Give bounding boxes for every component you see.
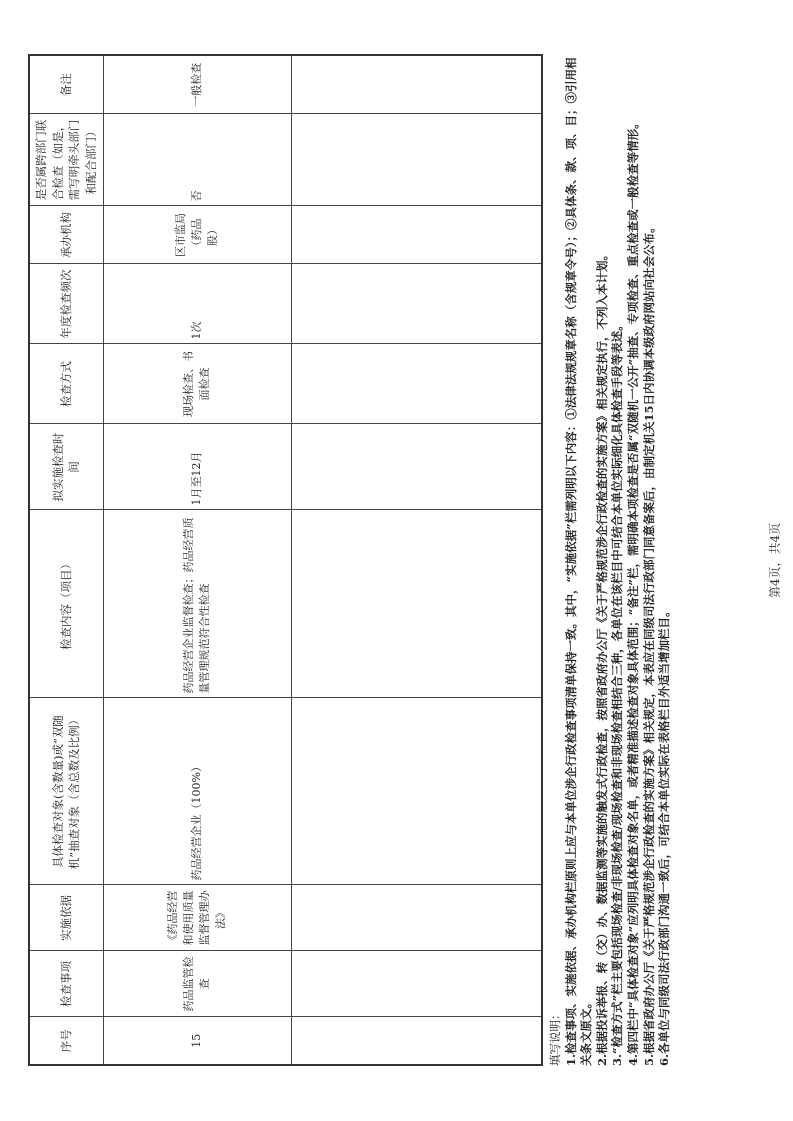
notes-line-1: 1.检查事项、实施依据、承办机构栏原则上应与本单位涉企行政检查事项清单保持一致。其中，“实施依据”栏需列明以下内容：①法律法规规章名称（含规章令号）；②具体条、款、项、目；③引用相关条文原文。: [563, 57, 594, 1066]
notes-line-2: 2.根据投诉举报、转（交）办、数据监测等实施的触发式行政检查，按照省政府办公厅《关于严格规范涉企行政检查的实施方案》相关规定执行，不列入本计划。: [594, 249, 609, 1066]
empty-cell: [291, 424, 542, 510]
empty-cell: [291, 1017, 542, 1065]
notes-line-5: 5.根据省政府办公厅《关于严格规范涉企行政检查的实施方案》相关规定，本表应在同级司法行政部门同意备案后，由制定机关15日内协调本级政府网站向社会公布。: [641, 221, 656, 1066]
filling-instructions: [548, 56, 673, 1066]
empty-cell: [291, 510, 542, 698]
cell-org: 区市监局（药品股）: [103, 206, 291, 264]
header-joint: 是否属跨部门联合检查（如是，需写明牵头部门和配合部门）: [29, 114, 103, 206]
header-seq: 序号: [29, 1017, 103, 1065]
cell-seq: 15: [103, 1017, 291, 1065]
table-header-row: [29, 55, 103, 1065]
header-item: 检查事项: [29, 951, 103, 1017]
empty-cell: [291, 114, 542, 206]
table-row-empty: [291, 55, 542, 1065]
empty-cell: [291, 55, 542, 114]
header-frequency: 年度检查频次: [29, 264, 103, 344]
notes-line-3: 3.“检查方式”栏主要包括现场检查/非现场检查/现场检查和非现场检查相结合三种，各单位在该栏目中可结合本单位实际细化具体检查手段等表述。: [610, 319, 625, 1066]
cell-item: 药品监管检查: [103, 951, 291, 1017]
cell-time: 1月至12月: [103, 424, 291, 510]
cell-joint: 否: [103, 114, 291, 206]
notes-line-4: 4.第四栏中“具体检查对象”应列明具体检查对象名单，或者精准描述检查对象具体范围；“备注”栏，需明确本项检查是否属“双随机一公开”抽查、专项检查、重点检查或一般检查等情形。: [625, 117, 640, 1066]
header-method: 检查方式: [29, 344, 103, 424]
empty-cell: [291, 264, 542, 344]
table-row: [103, 55, 291, 1065]
header-content: 检查内容（项目）: [29, 510, 103, 698]
notes-line-6: 6.各单位与同级司法行政部门沟通一致后，可结合本单位实际在表格栏目外适当增加栏目。: [657, 605, 672, 1066]
header-time: 拟实施检查时间: [29, 424, 103, 510]
cell-content: 药品经营企业监督检查；药品经营质量管理规范符合性检查: [103, 510, 291, 698]
header-target: 具体检查对象(含数量)或“双随机”抽查对象（含总数及比例）: [29, 698, 103, 885]
cell-remark: 一般检查: [103, 55, 291, 114]
inspection-plan-table: [28, 54, 543, 1066]
cell-method: 现场检查、书面检查: [103, 344, 291, 424]
empty-cell: [291, 951, 542, 1017]
empty-cell: [291, 885, 542, 951]
empty-cell: [291, 206, 542, 264]
page-number: 第4页，共4页: [768, 522, 782, 599]
empty-cell: [291, 344, 542, 424]
empty-cell: [291, 698, 542, 885]
header-remark: 备注: [29, 55, 103, 114]
header-basis: 实施依据: [29, 885, 103, 951]
cell-basis: 《药品经营和使用质量监督管理办法》: [103, 885, 291, 951]
cell-target: 药品经营企业（100%）: [103, 698, 291, 885]
cell-frequency: 1次: [103, 264, 291, 344]
header-org: 承办机构: [29, 206, 103, 264]
notes-title: 填写说明：: [548, 1008, 562, 1066]
page-footer: [766, 0, 783, 1121]
